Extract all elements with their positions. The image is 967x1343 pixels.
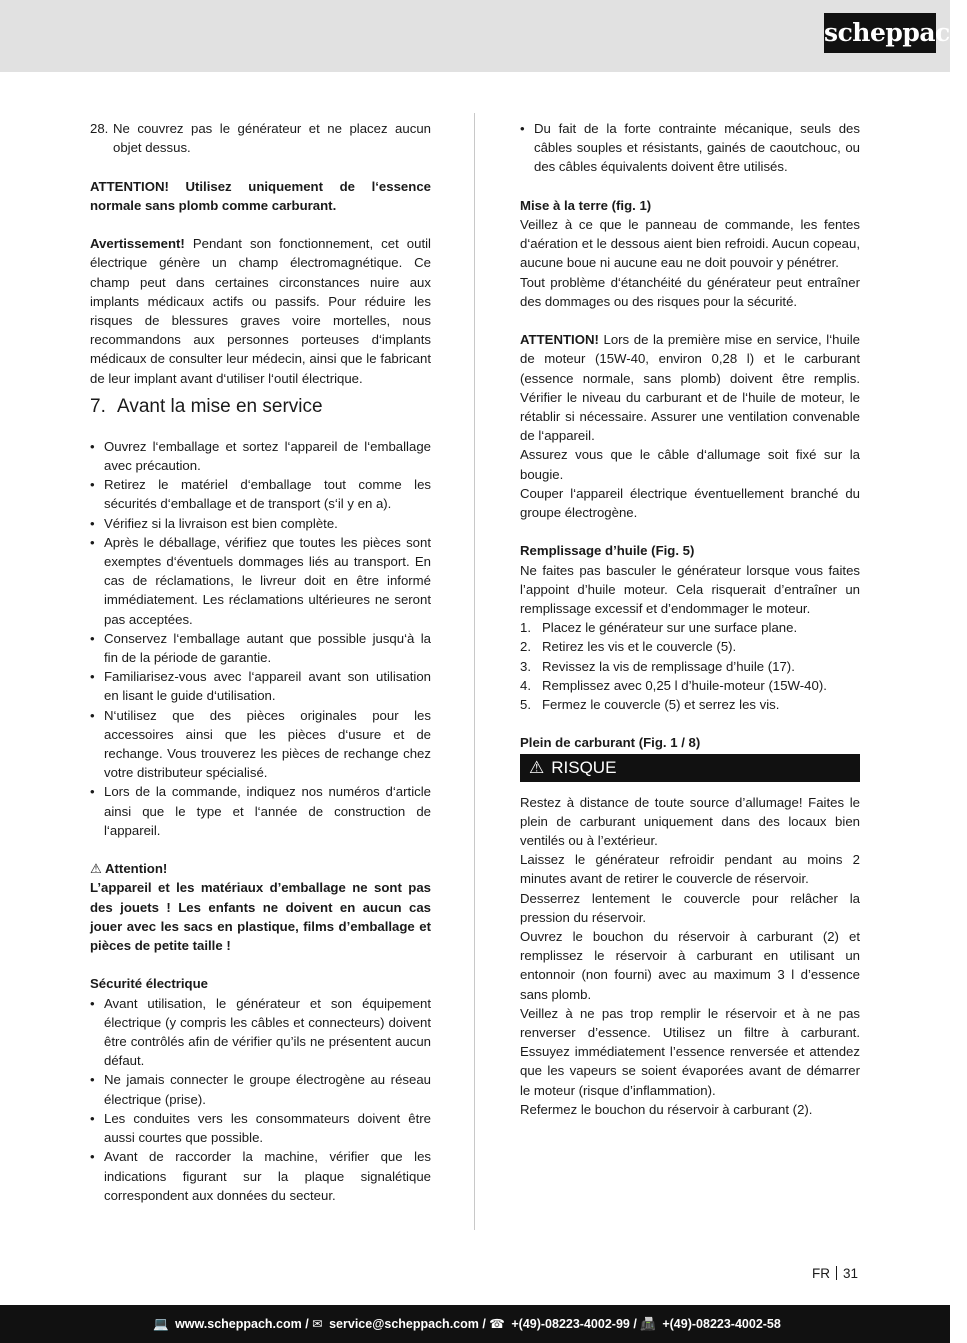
fuel-paragraph: Laissez le générateur refroidir pendant au moins 2 minutes avant de retirer le couvercle de réservoir.: [520, 852, 860, 887]
list-item: 3. Revissez la vis de remplissage d’huile (17).: [520, 658, 795, 674]
fax-icon: 📠: [640, 1317, 656, 1331]
grounding-paragraph: Veillez à ce que le panneau de commande, les fentes d‘aération et le dessous aient bien refroidi. Aucun copeau, aucune boue ni aucune eau ne doit pouvoir y pénétrer.: [520, 217, 860, 271]
section-heading: [90, 395, 431, 419]
electrical-bullet-list: [90, 994, 431, 1205]
list-item: 1. Placez le générateur sur une surface plane.: [520, 620, 798, 636]
phone-number: +(49)-08223-4002-99: [511, 1317, 630, 1331]
column-divider: [474, 113, 475, 1230]
scheppach-logo: scheppach: [824, 13, 936, 53]
list-item: • Vérifiez si la livraison est bien complète.: [90, 515, 338, 531]
emf-warning: [90, 234, 431, 388]
list-item: • Avant utilisation, le générateur et son équipement électrique (y compris les câbles et connecteurs) doivent être contrôlés afin de vérifier qu’ils ne présentent aucun défaut.: [90, 995, 431, 1069]
phone-icon: ☎: [489, 1317, 505, 1331]
page-language: FR: [812, 1266, 830, 1281]
list-item: • Retirez le matériel d‘emballage tout comme les sécurités d‘emballage et de transport (s‘il y en a).: [90, 477, 431, 512]
attention-text: L’appareil et les matériaux d’emballage ne sont pas des jouets ! Les enfants ne doivent en aucun cas jouer avec les sacs en plastique, films d’emballage et pièces de petite taille !: [90, 880, 431, 954]
list-item: • N‘utilisez que des pièces originales pour les accessoires ainsi que les pièces d‘usure et de rechange. Vous trouverez les pièces de rechange chez votre distributeur spécialisé.: [90, 707, 431, 781]
risk-banner: [520, 754, 860, 782]
attention-heading: ⚠ Attention!: [90, 861, 168, 877]
warning-text: Pendant son fonctionnement, cet outil électrique génère un champ électromagnétique. Ce champ peut dans certaines circonstances nuire aux implants médicaux actifs ou passifs. Pour réduire les risques de blessures graves voire mortelles, nous recommandons aux personnes porteuses d‘implants médicaux de consulter leur médecin, ainsi que le fabricant de leur implant avant d‘utiliser l‘outil électrique.: [90, 236, 431, 386]
fuel-paragraph: Refermez le bouchon du réservoir à carburant (2).: [520, 1101, 813, 1117]
oil-steps-list: [520, 618, 860, 714]
page-index: 31: [843, 1266, 859, 1281]
list-item: • Conservez l‘emballage autant que possible jusqu‘à la fin de la période de garantie.: [90, 630, 431, 666]
list-item: • Les conduites vers les consommateurs doivent être aussi courtes que possible.: [90, 1110, 431, 1146]
grounding-heading: Mise à la terre (fig. 1): [520, 197, 652, 213]
item-text: Ne couvrez pas le générateur et ne placez aucun objet dessus.: [113, 121, 431, 156]
attention-fuel-notice: ATTENTION! Utilisez uniquement de l‘essence normale sans plomb comme carburant.: [90, 178, 431, 213]
fuel-paragraph: Restez à distance de toute source d’allumage! Faites le plein de carburant uniquement dans des locaux bien ventilés ou à l’extérieur.: [520, 794, 860, 849]
list-item: • Avant de raccorder la machine, vérifier que les indications figurant sur la plaque signalétique correspondent aux données du secteur.: [90, 1149, 431, 1203]
oil-fill-heading: Remplissage d’huile (Fig. 5): [520, 543, 695, 559]
right-column: [520, 119, 860, 1119]
fuel-fill-heading: Plein de carburant (Fig. 1 / 8): [520, 735, 701, 751]
ignition-cable-paragraph: Assurez vous que le câble d‘allumage soit fixé sur la bougie.: [520, 447, 860, 482]
list-item: • Lors de la commande, indiquez nos numéros d‘article ainsi que le type et l‘année de construction de l‘appareil.: [90, 784, 431, 838]
left-column: [90, 119, 431, 1205]
list-item: • Après le déballage, vérifiez que toutes les pièces sont exemptes d‘éventuels dommages liés au transport. En cas de réclamations, le livreur doit en être informé immédiatement. Les réclamations ultérieures ne seront pas acceptées.: [90, 534, 431, 627]
attention-label: ATTENTION!: [520, 332, 599, 348]
electrical-safety-heading: Sécurité électrique: [90, 976, 209, 992]
list-item: 2. Retirez les vis et le couvercle (5).: [520, 639, 737, 655]
mail-icon: ✉: [312, 1317, 323, 1331]
oil-fill-paragraph: Ne faites pas basculer le générateur lorsque vous faites l’appoint d’huile moteur. Cela risquerait d’entraîner un remplissage excessif et d’endommager le moteur.: [520, 562, 860, 617]
warning-triangle-icon: ⚠: [90, 861, 102, 877]
list-item: • Du fait de la forte contrainte mécanique, seuls des câbles souples et résistants, gainés de caoutchouc, ou des câbles équivalents doivent être utilisés.: [520, 121, 860, 175]
fuel-paragraph: Ouvrez le bouchon du réservoir à carburant (2) et remplissez le réservoir à carburant en utilisant un entonnoir (non fourni) avec au maximum 3 l d’essence sans plomb.: [520, 929, 860, 1002]
list-item: 5. Fermez le couvercle (5) et serrez les vis.: [520, 697, 780, 713]
fuel-paragraph: Desserrez lentement le couvercle pour relâcher la pression du réservoir.: [520, 890, 860, 925]
item-number: 28.: [90, 121, 109, 136]
website-link[interactable]: www.scheppach.com: [175, 1317, 302, 1331]
computer-icon: 💻: [153, 1317, 169, 1331]
fax-number: +(49)-08223-4002-58: [662, 1317, 781, 1331]
list-item: 4. Remplissez avec 0,25 l d’huile-moteur (15W-40).: [520, 677, 827, 693]
email-link[interactable]: service@scheppach.com: [329, 1317, 479, 1331]
attention-first-use: ATTENTION! Lors de la première mise en service, l‘huile de moteur (15W-40, environ 0,28 l) et le carburant (essence normale, sans plomb) doivent être remplis. Vérifier le niveau du carburant et de l‘huile de moteur, le rétablir si nécessaire. Assurer une ventilation convenable de l‘appareil.: [520, 332, 860, 444]
page-number: [812, 1266, 858, 1281]
cable-bullet-list: [520, 119, 860, 177]
list-item-28: [90, 119, 431, 157]
warning-label: Avertissement!: [90, 236, 185, 252]
list-item: • Familiarisez-vous avec l‘appareil avant son utilisation en lisant le guide d‘utilisation.: [90, 669, 431, 704]
list-item: • Ne jamais connecter le groupe électrogène au réseau électrique (prise).: [90, 1072, 431, 1107]
list-item: • Ouvrez l‘emballage et sortez l‘appareil de l‘emballage avec précaution.: [90, 438, 431, 474]
warning-triangle-icon: ⚠: [529, 757, 545, 777]
risk-label: RISQUE: [551, 757, 617, 777]
grounding-paragraph: Tout problème d‘étanchéité du générateur peut entraîner des dommages ou des risques pour la sécurité.: [520, 274, 860, 309]
footer: 💻 www.scheppach.com / ✉ service@scheppach.com / ☎ +(49)-08223-4002-99 / 📠 +(49)-08223-4002-58: [0, 1305, 950, 1343]
startup-bullet-list: [90, 437, 431, 840]
section-number: 7.: [90, 395, 106, 417]
disconnect-paragraph: Couper l‘appareil électrique éventuellement branché du groupe électrogène.: [520, 485, 860, 521]
fuel-paragraph: Veillez à ne pas trop remplir le réservoir et à ne pas renverser d’essence. Utilisez un filtre à carburant. Essuyez immédiatement l’essence renversée et attendez que les vapeurs se soient évaporées avant de démarrer le moteur (risque d’inflammation).: [520, 1005, 860, 1098]
header-band: [0, 0, 967, 72]
section-title: Avant la mise en service: [117, 395, 323, 417]
